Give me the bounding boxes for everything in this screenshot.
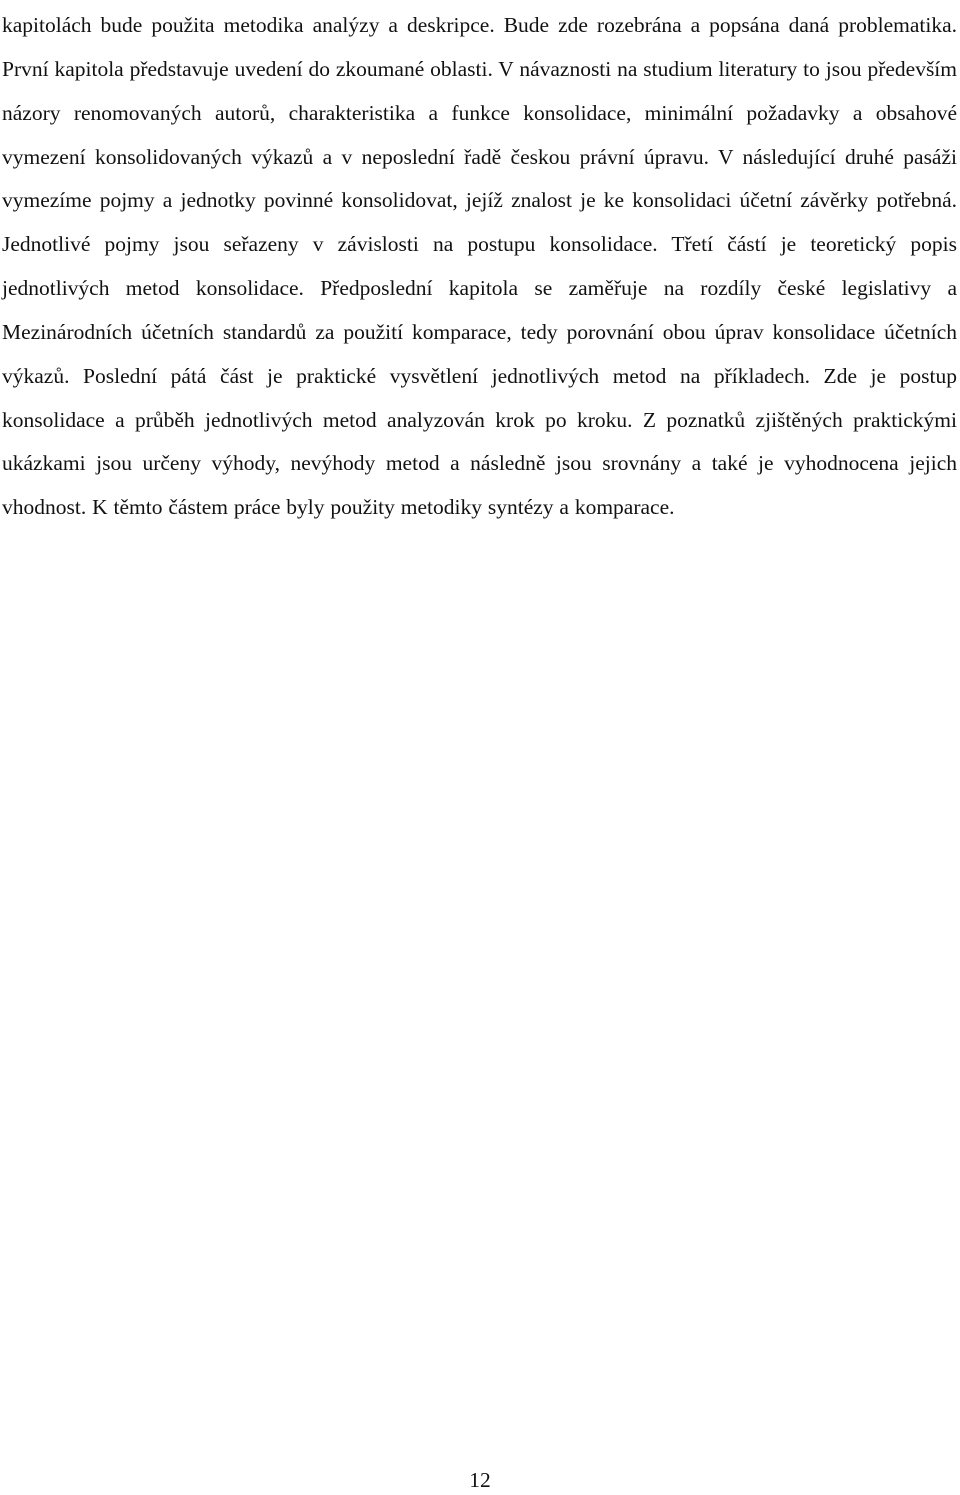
body-paragraph: kapitolách bude použita metodika analýzy a deskripce. Bude zde rozebrána a popsána daná problematika. První kapitola představuje uvedení do zkoumané oblasti. V návaznosti na studium literatury to jsou především názory renomovaných autorů, charakteristika a funkce konsolidace, minimální požadavky a obsahové vymezení konsolidovaných výkazů a v neposlední řadě českou právní úpravu. V následující druhé pasáži vymezíme pojmy a jednotky povinné konsolidovat, jejíž znalost je ke konsolidaci účetní závěrky potřebná. Jednotlivé pojmy jsou seřazeny v závislosti na postupu konsolidace. Třetí částí je teoretický popis jednotlivých metod konsolidace. Předposlední kapitola se zaměřuje na rozdíly české legislativy a Mezinárodních účetních standardů za použití komparace, tedy porovnání obou úprav konsolidace účetních výkazů. Poslední pátá část je praktické vysvětlení jednotlivých metod na příkladech. Zde je postup konsolidace a průběh jednotlivých metod analyzován krok po kroku. Z poznatků zjištěných praktickými ukázkami jsou určeny výhody, nevýhody metod a následně jsou srovnány a také je vyhodnocena jejich vhodnost. K těmto částem práce byly použity metodiky syntézy a komparace. xyxy=(2,13,958,520)
page-number: 12 xyxy=(469,1468,491,1492)
